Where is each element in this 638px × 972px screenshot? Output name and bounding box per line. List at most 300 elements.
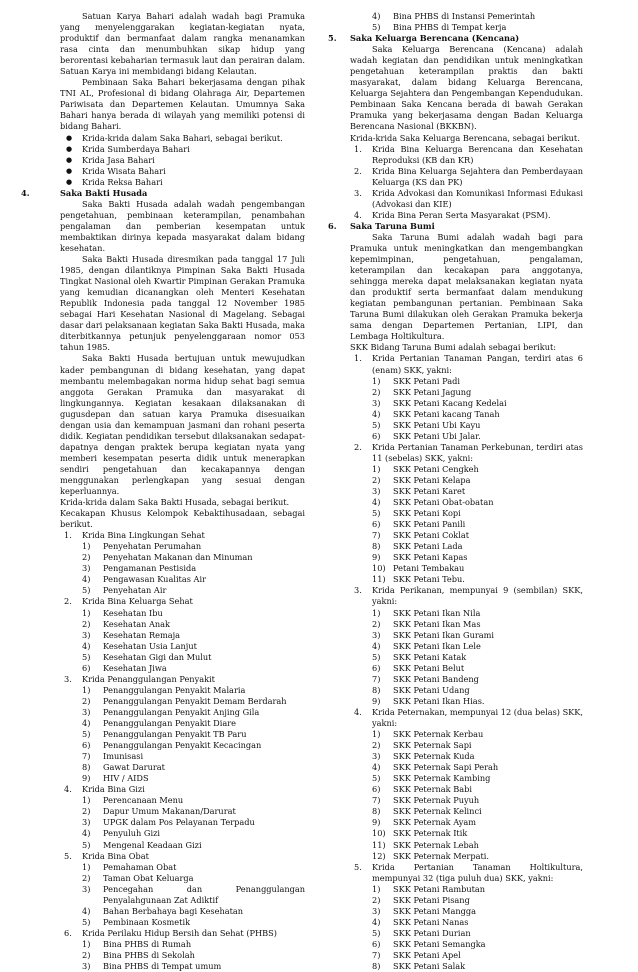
list-item <box>350 530 583 541</box>
list-item <box>60 552 305 563</box>
item-text: SKK Petani Lada <box>393 541 463 552</box>
list-item <box>350 497 583 508</box>
item-text: Petani Tembakau <box>393 563 465 574</box>
section-number: 4. <box>21 187 30 198</box>
item-text: Krida-krida dalam Saka Bahari, sebagai berikut. <box>82 132 283 143</box>
list-item <box>350 685 583 696</box>
krida-group <box>350 707 583 729</box>
item-text: Kesehatan Remaja <box>103 629 181 640</box>
item-text: SKK Petani Rambutan <box>393 883 486 894</box>
paragraph: Krida-krida Saka Keluarga Berencana, sebagai berikut. <box>350 132 580 143</box>
item-text: SKK Petani Ikan Lele <box>393 640 481 651</box>
krida-item <box>350 210 583 221</box>
item-text: Krida Bina Peran Serta Masyarakat (PSM). <box>372 209 551 220</box>
krida-list <box>350 144 583 221</box>
item-number: 1) <box>372 375 381 386</box>
item-number: 1) <box>82 795 91 806</box>
list-item <box>350 773 583 784</box>
list-item <box>60 884 305 906</box>
item-text: Mengenal Keadaan Gizi <box>103 839 202 850</box>
item-text: Krida Reksa Bahari <box>82 176 163 187</box>
item-text: Pencegahan dan Penanggulangan Penyalahgunaan Zat Adiktif <box>103 883 305 905</box>
item-text: Perencanaan Menu <box>103 795 184 806</box>
item-text: Penanggulangan Penyakit TB Paru <box>103 729 247 740</box>
list-item <box>350 795 583 806</box>
item-text: Pengamanan Pestisida <box>103 563 197 574</box>
item-text: SKK Petani Tebu. <box>393 574 465 585</box>
item-number: 5) <box>82 651 91 662</box>
list-item <box>60 917 305 928</box>
item-number: 2) <box>372 474 381 485</box>
item-text: SKK Petani Nanas <box>393 916 469 927</box>
item-text: SKK Petani Panili <box>393 519 466 530</box>
item-number: 4. <box>64 784 72 795</box>
item-text: Krida Pertanian Tanaman Holtikultura, mempunyai 32 (tiga puluh dua) SKK, yakni: <box>372 861 583 883</box>
list-item <box>60 619 305 630</box>
item-number: 4. <box>354 706 362 717</box>
list-item <box>350 939 583 950</box>
list-item <box>60 574 305 585</box>
item-text: SKK Petani Apel <box>393 949 461 960</box>
item-number: 7) <box>82 751 91 762</box>
item-number: 2) <box>82 806 91 817</box>
section-title: Saka Keluarga Berencana (Kencana) <box>350 33 520 44</box>
item-text: SKK Petani Kacang Kedelai <box>393 397 507 408</box>
paragraph: Saka Bakti Husada diresmikan pada tanggal 17 Juli 1985, dengan dilantiknya Pimpinan Saka Bakti Husada Tingkat Nasional oleh Kwartir Pimpinan Gerakan Pramuka yang kemudian dicanangkan oleh Menteri Kesehatan Republik Indonesia pada tanggal 12 November 1985 sebagai Hari Kesehatan Nasional di Magelang. Sebagai dasar dari pelaksanaan kegiatan Saka Bakti Husada, maka diterbitkannya petunjuk penyelenggaraan nomor 053 tahun 1985. <box>60 254 305 353</box>
item-number: 1. <box>354 353 362 364</box>
item-text: SKK Petani Ubi Jalar. <box>393 430 481 441</box>
krida-item <box>350 188 583 210</box>
item-text: SKK Peternak Kerbau <box>393 729 484 740</box>
list-item <box>350 917 583 928</box>
item-text: Krida Pertanian Tanaman Pangan, terdiri atas 6 (enam) SKK, yakni: <box>372 353 583 375</box>
item-text: Pengawasan Kualitas Air <box>103 574 206 585</box>
list-item <box>60 729 305 740</box>
bullet-item <box>60 166 305 177</box>
item-number: 1) <box>82 541 91 552</box>
list-item <box>350 762 583 773</box>
bullet-icon: ● <box>66 133 73 142</box>
item-number: 4) <box>372 11 381 21</box>
list-item <box>350 22 583 33</box>
item-number: 3) <box>82 817 91 828</box>
item-number: 2. <box>354 441 362 452</box>
item-number: 1) <box>372 729 381 740</box>
list-item <box>350 563 583 574</box>
bullet-item <box>60 133 305 144</box>
item-number: 1) <box>372 607 381 618</box>
item-number: 10) <box>372 828 386 839</box>
item-number: 4) <box>82 828 91 839</box>
list-item <box>60 696 305 707</box>
item-text: Kesehatan Anak <box>103 618 171 629</box>
item-text: Krida Penanggulangan Penyakit <box>82 673 215 684</box>
item-number: 2) <box>82 695 91 706</box>
list-item <box>60 906 305 917</box>
krida-group <box>350 353 583 375</box>
list-item <box>350 806 583 817</box>
section-title: Saka Taruna Bumi <box>350 220 435 231</box>
list-item <box>350 906 583 917</box>
item-number: 6) <box>82 740 91 751</box>
item-number: 4) <box>372 497 381 508</box>
krida-item <box>350 166 583 188</box>
list-item <box>350 541 583 552</box>
item-text: Krida Bina Lingkungan Sehat <box>82 530 205 541</box>
list-item <box>60 828 305 839</box>
item-text: Krida Bina Keluarga Berencana dan Kesehatan Reproduksi (KB dan KR) <box>372 143 583 165</box>
item-number: 1) <box>82 607 91 618</box>
item-text: Gawat Darurat <box>103 762 165 773</box>
item-number: 6. <box>64 927 72 938</box>
item-text: Krida Wisata Bahari <box>82 165 166 176</box>
item-text: SKK Peternak Babi <box>393 784 472 795</box>
bullet-item <box>60 177 305 188</box>
item-number: 4) <box>82 640 91 651</box>
item-text: Bina PHBS di Sekolah <box>103 949 195 960</box>
item-number: 5. <box>354 861 362 872</box>
item-text: Penanggulangan Penyakit Anjing Gila <box>103 706 260 717</box>
item-number: 3) <box>82 883 91 894</box>
item-number: 2) <box>372 894 381 905</box>
krida-group <box>60 596 305 607</box>
list-item <box>350 895 583 906</box>
item-text: Bina PHBS di Tempat kerja <box>393 22 507 33</box>
list-item <box>350 729 583 740</box>
item-number: 5) <box>372 651 381 662</box>
item-text: Krida Perilaku Hidup Bersih dan Sehat (PHBS) <box>82 927 277 938</box>
item-number: 5) <box>82 729 91 740</box>
list-item <box>350 409 583 420</box>
paragraph: Saka Taruna Bumi adalah wadah bagi para Pramuka untuk meningkatkan dan mengembangkan kepemimpinan, pengetahuan, pengalaman, keterampilan dan kecakapan para anggotanya, sehingga mereka dapat melaksanakan kegiatan nyata dan produktif serta bermanfaat dalam mendukung kegiatan pembangunan pertanian. Pembinaan Saka Taruna Bumi dilakukan oleh Gerakan Pramuka bekerja sama dengan Departemen Pertanian, LIPI, dan Lembaga Holtikultura. <box>350 231 583 342</box>
paragraph: Saka Bakti Husada adalah wadah pengembangan pengetahuan, pembinaan keterampilan, penambahan pengalaman dan pemberian kesempatan untuk membaktikan dirinya kepada masyarakat dalam bidang kesehatan. <box>60 198 305 253</box>
list-item <box>350 619 583 630</box>
item-number: 3) <box>372 905 381 916</box>
item-text: SKK Petani Coklat <box>393 530 470 541</box>
item-text: UPGK dalam Pos Pelayanan Terpadu <box>103 817 255 828</box>
krida-group <box>350 442 583 464</box>
item-number: 6) <box>82 662 91 673</box>
list-item <box>60 652 305 663</box>
item-text: Krida Perikanan, mempunyai 9 (sembilan) SKK, yakni: <box>372 585 583 607</box>
item-text: SKK Petani Katak <box>393 651 467 662</box>
bullet-icon: ● <box>66 177 73 186</box>
item-text: SKK Petani Ikan Gurami <box>393 629 495 640</box>
list-item <box>60 608 305 619</box>
item-text: SKK Petani Ikan Nila <box>393 607 481 618</box>
item-number: 8) <box>372 541 381 552</box>
list-item <box>350 552 583 563</box>
item-text: Penanggulangan Penyakit Demam Berdarah <box>103 695 287 706</box>
list-item <box>60 585 305 596</box>
item-number: 5) <box>82 839 91 850</box>
item-text: Krida Bina Keluarga Sejahtera dan Pemberdayaan Keluarga (KS dan PK) <box>372 165 583 187</box>
paragraph: Pembinaan Saka Bahari bekerjasama dengan pihak TNI AL, Profesional di bidang Olahraga Air, Departemen Pariwisata dan Departemen Kelautan. Umumnya Saka Bahari hanya berada di wilayah yang memiliki potensi di bidang Bahari. <box>60 77 305 132</box>
item-text: SKK Petani Ikan Mas <box>393 618 481 629</box>
list-item <box>350 784 583 795</box>
item-number: 4) <box>372 640 381 651</box>
krida-list <box>60 530 305 972</box>
section-heading <box>21 187 305 199</box>
section-number: 6. <box>328 220 337 231</box>
item-number: 11) <box>372 839 386 850</box>
item-number: 9) <box>372 817 381 828</box>
item-text: Krida Sumberdaya Bahari <box>82 143 190 154</box>
item-text: HIV / AIDS <box>103 773 149 784</box>
item-number: 4) <box>372 762 381 773</box>
item-number: 1) <box>82 684 91 695</box>
item-text: Kesehatan Gigi dan Mulut <box>103 651 212 662</box>
list-item <box>60 641 305 652</box>
bullet-item <box>60 144 305 155</box>
bullet-icon: ● <box>66 166 73 175</box>
item-number: 10) <box>372 563 386 574</box>
item-text: Kesehatan Usia Lanjut <box>103 640 197 651</box>
item-number: 9) <box>372 695 381 706</box>
item-number: 6) <box>372 430 381 441</box>
item-number: 4) <box>82 718 91 728</box>
item-number: 3) <box>82 563 91 574</box>
krida-group <box>60 674 305 685</box>
krida-group <box>60 851 305 862</box>
item-text: Pembinaan Kosmetik <box>103 916 191 927</box>
list-item <box>60 751 305 762</box>
item-text: SKK Petani kacang Tanah <box>393 408 500 419</box>
item-text: SKK Petani Karet <box>393 486 466 497</box>
bullet-icon: ● <box>66 155 73 164</box>
list-item <box>350 574 583 585</box>
section-number: 5. <box>328 33 337 44</box>
item-number: 4) <box>372 408 381 419</box>
item-text: Kesehatan Jiwa <box>103 662 167 673</box>
list-item <box>60 685 305 696</box>
item-number: 7) <box>372 949 381 960</box>
list-item <box>60 740 305 751</box>
list-item <box>60 663 305 674</box>
item-number: 2) <box>82 618 91 629</box>
item-text: Penyuluh Gizi <box>103 828 161 839</box>
krida-group <box>350 862 583 884</box>
bullet-icon: ● <box>66 144 73 153</box>
item-text: SKK Petani Jagung <box>393 386 472 397</box>
item-number: 5) <box>82 585 91 596</box>
item-text: SKK Peternak Kelinci <box>393 806 482 817</box>
item-number: 8) <box>82 762 91 773</box>
list-item <box>350 751 583 762</box>
item-text: SKK Petani Kopi <box>393 508 461 519</box>
item-number: 5) <box>372 773 381 784</box>
bullet-item <box>60 155 305 166</box>
item-text: Penanggulangan Penyakit Malaria <box>103 684 246 695</box>
item-number: 1. <box>354 143 362 154</box>
item-text: Krida Advokasi dan Komunikasi Informasi Edukasi (Advokasi dan KIE) <box>372 187 583 209</box>
item-text: Krida Bina Gizi <box>82 784 145 795</box>
list-item <box>350 630 583 641</box>
item-number: 3) <box>82 961 91 972</box>
item-text: SKK Petani Ikan Hias. <box>393 695 485 706</box>
item-number: 6) <box>372 938 381 949</box>
item-number: 2) <box>372 740 381 751</box>
item-text: SKK Petani Mangga <box>393 905 476 916</box>
list-item <box>350 608 583 619</box>
item-text: Dapur Umum Makanan/Darurat <box>103 806 236 817</box>
item-text: SKK Petani Pisang <box>393 894 470 905</box>
item-text: Penyehatan Air <box>103 585 167 596</box>
item-text: SKK Petani Durian <box>393 927 471 938</box>
item-text: Bina PHBS di Tempat umum <box>103 961 222 972</box>
item-number: 8) <box>372 961 381 972</box>
krida-group <box>350 585 583 607</box>
item-number: 3) <box>372 751 381 762</box>
item-number: 5) <box>372 508 381 519</box>
list-item <box>350 376 583 387</box>
list-item <box>350 740 583 751</box>
item-number: 3. <box>354 585 362 596</box>
list-item <box>60 630 305 641</box>
list-item <box>60 817 305 828</box>
item-text: SKK Petani Belut <box>393 662 465 673</box>
item-number: 6) <box>372 662 381 673</box>
left-column <box>21 11 305 972</box>
list-item <box>60 961 305 972</box>
list-item <box>350 663 583 674</box>
list-item <box>350 652 583 663</box>
list-item <box>350 508 583 519</box>
item-number: 5. <box>64 850 72 861</box>
list-item <box>350 398 583 409</box>
list-item <box>350 519 583 530</box>
item-number: 2) <box>82 552 91 563</box>
item-text: SKK Petani Padi <box>393 375 460 386</box>
bullet-list <box>60 133 305 188</box>
item-number: 9) <box>372 552 381 563</box>
item-text: SKK Petani Kelapa <box>393 474 471 485</box>
item-text: Penyehatan Makanan dan Minuman <box>103 552 253 563</box>
item-number: 3) <box>372 397 381 408</box>
item-text: SKK Petani Obat-obatan <box>393 497 494 508</box>
list-item <box>60 840 305 851</box>
item-text: SKK Petani Cengkeh <box>393 463 479 474</box>
item-number: 1. <box>64 530 72 541</box>
item-text: Kesehatan Ibu <box>103 607 163 618</box>
list-item <box>350 884 583 895</box>
list-item <box>350 817 583 828</box>
paragraph: SKK Bidang Taruna Bumi adalah sebagai berikut: <box>350 342 557 353</box>
item-text: SKK Peternak Kuda <box>393 751 475 762</box>
item-text: Imunisasi <box>103 751 144 762</box>
list-item <box>350 11 583 22</box>
section-title: Saka Bakti Husada <box>60 187 148 198</box>
list-item <box>60 806 305 817</box>
item-number: 11) <box>372 574 386 585</box>
list-item <box>350 420 583 431</box>
item-text: SKK Petani Ubi Kayu <box>393 419 481 430</box>
list-item <box>60 707 305 718</box>
item-number: 5) <box>372 419 381 430</box>
item-text: SKK Peternak Kambing <box>393 773 491 784</box>
list-item <box>60 762 305 773</box>
item-number: 2) <box>82 949 91 960</box>
item-text: SKK Peternak Puyuh <box>393 795 480 806</box>
item-number: 3. <box>64 673 72 684</box>
item-text: Krida Bina Keluarga Sehat <box>82 596 193 607</box>
item-text: Bina PHBS di Rumah <box>103 938 192 949</box>
list-item <box>350 431 583 442</box>
list-item <box>60 939 305 950</box>
item-number: 5) <box>372 22 381 33</box>
item-number: 2. <box>64 596 72 607</box>
item-text: Bahan Berbahaya bagi Kesehatan <box>103 905 244 916</box>
krida-item <box>350 144 583 166</box>
list-item <box>350 928 583 939</box>
paragraph: Satuan Karya Bahari adalah wadah bagi Pramuka yang menyelenggarakan kegiatan-kegiatan nyata, produktif dan bermanfaat dalam rangka menanamkan rasa cinta dan menumbuhkan sikap hidup yang berorentasi kebaharian termasuk laut dan perairan dalam. Satuan Karya ini membidangi bidang Kelautan. <box>60 11 305 77</box>
item-number: 2. <box>354 165 362 176</box>
list-item <box>350 641 583 652</box>
list-item <box>60 873 305 884</box>
item-number: 6) <box>372 784 381 795</box>
item-number: 3) <box>82 629 91 640</box>
list-item <box>350 475 583 486</box>
paragraph: Kecakapan Khusus Kelompok Kebaktihusadaan, sebagai berikut. <box>60 508 305 530</box>
item-text: SKK Peternak Sapi <box>393 740 472 751</box>
paragraph: Saka Bakti Husada bertujuan untuk mewujudkan kader pembangunan di bidang kesehatan, yang dapat membantu melembagakan norma hidup sehat bagi semua anggota Gerakan Pramuka dan masyarakat di lingkungannya. Kegiatan kesakaan dilaksanakan di gugusdepan dan satuan karya Pramuka disesuaikan dengan usia dan kemampuan jasmani dan rohani peserta didik. Kegiatan pendidikan tersebut dilaksanakan sedapat-dapatnya dengan praktek berupa kegiatan nyata yang memberi kesempatan peserta didik untuk menerapkan sendiri pengetahuan dan kecakapannya dengan menggunakan perlengkapan yang sesuai dengan keperluannya. <box>60 353 305 497</box>
item-number: 4) <box>372 916 381 927</box>
item-number: 1) <box>372 883 381 894</box>
krida-group <box>60 530 305 541</box>
item-text: SKK Petani Salak <box>393 961 466 972</box>
list-item <box>60 541 305 552</box>
list-item <box>350 950 583 961</box>
item-number: 5) <box>82 916 91 927</box>
item-text: Krida Bina Obat <box>82 850 149 861</box>
item-number: 3) <box>82 706 91 717</box>
list-item <box>60 795 305 806</box>
list-item <box>350 696 583 707</box>
list-item <box>350 674 583 685</box>
section-heading <box>328 33 583 44</box>
item-text: Bina PHBS di Instansi Pemerintah <box>393 11 536 21</box>
right-column <box>328 11 584 972</box>
krida-group <box>60 784 305 795</box>
item-text: SKK Peternak Lebah <box>393 839 479 850</box>
item-number: 7) <box>372 795 381 806</box>
item-number: 2) <box>372 618 381 629</box>
item-number: 3) <box>372 486 381 497</box>
item-number: 3. <box>354 187 362 198</box>
item-text: SKK Petani Udang <box>393 684 470 695</box>
item-number: 7) <box>372 673 381 684</box>
item-number: 5) <box>372 927 381 938</box>
list-item <box>350 464 583 475</box>
item-number: 4) <box>82 905 91 916</box>
list-item <box>60 718 305 729</box>
item-number: 2) <box>82 872 91 883</box>
item-number: 3) <box>372 629 381 640</box>
item-number: 8) <box>372 684 381 695</box>
item-number: 1) <box>82 861 91 872</box>
item-text: Pemahaman Obat <box>103 861 177 872</box>
krida-group <box>60 928 305 939</box>
item-number: 9) <box>82 773 91 784</box>
item-text: SKK Peternak Sapi Perah <box>393 762 499 773</box>
paragraph: Saka Keluarga Berencana (Kencana) adalah wadah kegiatan dan pendidikan untuk meningkatkan pengetahuan keterampilan praktis dan bakti masyarakat, dalam bidang Keluarga Berencana, Keluarga Sejahtera dan Pengembangan Kependudukan. Pembinaan Saka Kencana berada di bawah Gerakan Pramuka yang bekerjasama dengan Badan Keluarga Berencana Nasional (BKKBN). <box>350 44 583 132</box>
item-number: 1) <box>372 463 381 474</box>
item-number: 1) <box>82 938 91 949</box>
item-text: SKK Peternak Merpati. <box>393 850 489 861</box>
item-text: Penyehatan Perumahan <box>103 541 202 552</box>
list-item <box>60 862 305 873</box>
item-text: Krida Jasa Bahari <box>82 154 155 165</box>
